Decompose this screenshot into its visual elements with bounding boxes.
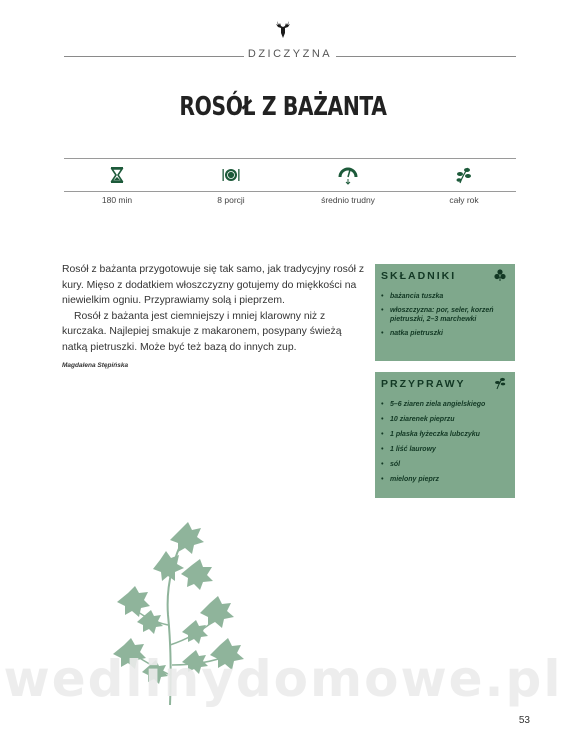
- difficulty-gauge-icon: [338, 165, 358, 185]
- info-bottom-rule: [64, 191, 516, 192]
- ingredients-heading: SKŁADNIKI: [381, 270, 457, 282]
- list-item: • 10 ziarenek pieprzu: [381, 415, 511, 424]
- description-paragraph: Rosół z bażanta przygotowuje się tak samo, jak tradycyjny rosół z kury. Mięso z dodatkiem włoszczyzny gotujemy do miękkości na niewielkim ogniu. Przyprawiamy solą i pieprzem.: [62, 264, 365, 306]
- info-label-season: cały rok: [449, 195, 479, 205]
- watermark: wedlinydomowe.pl: [3, 650, 563, 708]
- info-label-portions: 8 porcji: [217, 195, 245, 205]
- info-top-rule: [64, 158, 516, 159]
- deer-head-icon: [272, 20, 294, 40]
- section-label: DZICZYZNA: [247, 48, 333, 60]
- page-number: 53: [518, 715, 530, 726]
- list-item: • 5–6 ziaren ziela angielskiego: [381, 400, 511, 409]
- ingredients-list: [381, 292, 511, 343]
- section-header: [64, 46, 516, 66]
- author-name: Magdalena Stępińska: [62, 362, 129, 369]
- recipe-title: ROSÓŁ Z BAŻANTA: [179, 92, 387, 122]
- recipe-description: [62, 262, 366, 355]
- list-item: • włoszczyzna: por, seler, korzeń pietruszki, 2–3 marchewki: [381, 306, 511, 324]
- list-item: • natka pietruszki: [381, 329, 511, 338]
- description-paragraph: Rosół z bażanta jest ciemniejszy i mniej klarowny niż z kurczaka. Najlepiej smakuje z makaronem, posypany świeżą natką pietruszki. Może być też bazą do innych zup.: [62, 310, 342, 353]
- spices-list: [381, 400, 511, 490]
- clover-icon: [493, 268, 507, 282]
- list-item: • mielony pieprz: [381, 475, 511, 484]
- hourglass-icon: [107, 165, 127, 185]
- list-item: • 1 liść laurowy: [381, 445, 511, 454]
- spices-box: [375, 372, 515, 498]
- list-item: • 1 płaska łyżeczka lubczyku: [381, 430, 511, 439]
- ingredients-box: [375, 264, 515, 361]
- list-item: • sól: [381, 460, 511, 469]
- plate-cutlery-icon: [221, 165, 241, 185]
- list-item: • bażancia tuszka: [381, 292, 511, 301]
- info-label-time: 180 min: [101, 195, 133, 205]
- herb-sprig-icon: [493, 376, 507, 390]
- spices-heading: PRZYPRAWY: [381, 378, 466, 390]
- info-label-difficulty: średnio trudny: [321, 195, 375, 205]
- herbs-icon: [454, 165, 474, 185]
